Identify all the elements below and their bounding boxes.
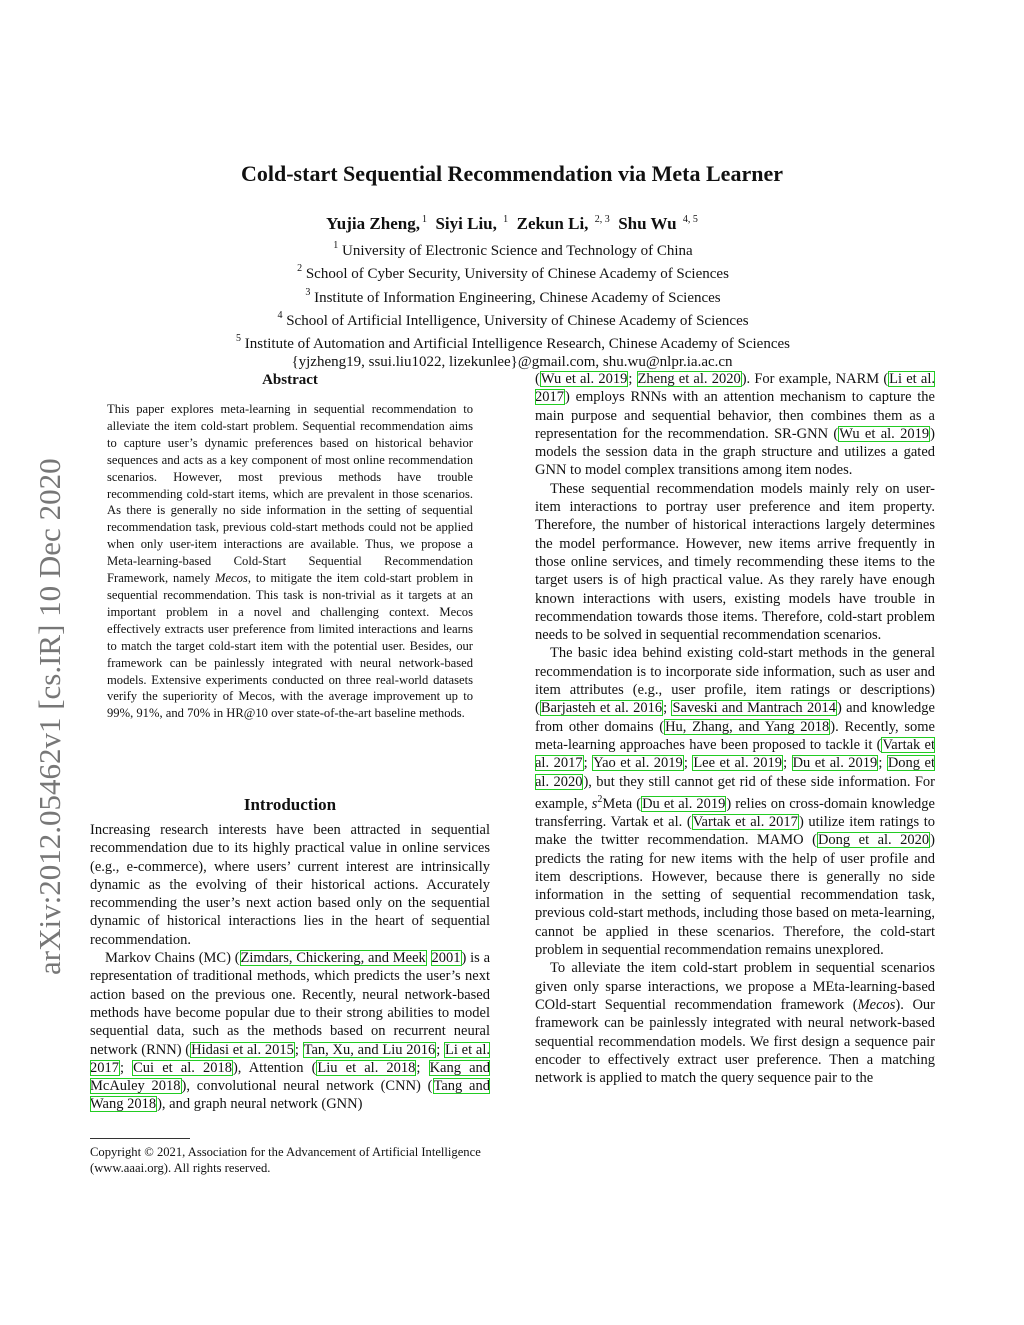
affiliation-mark: 3 bbox=[305, 286, 311, 298]
body-paragraph: To alleviate the item cold-start problem in sequential scenarios given only sparse interactions, we propose a MEta-learning-based COld-start Sequential recommendation framework (Mecos). Our framework can be painlessly integrated with neural network-based sequential recommendation models. We first design a sequence pair encoder to effectively extract user preference. Then a matching network is applied to match the query sequence pair to the bbox=[535, 960, 935, 1087]
citation-link[interactable]: Yao et al. 2019 bbox=[593, 755, 683, 772]
affiliation-text: School of Artificial Intelligence, University of Chinese Academy of Sciences bbox=[286, 312, 749, 329]
body-paragraph: Markov Chains (MC) (Zimdars, Chickering, and Meek 2001) is a representation of traditional methods, which predicts the user’s next action based on the previous one. Recently, neural network-based methods have become popular due to their strong abilities to model sequential data, such as the methods based on recurrent neural network (RNN) (Hidasi et al. 2015; Tan, Xu, and Liu 2016; Li et al. 2017; Cui et al. 2018), Attention (Liu et al. 2018; Kang and McAuley 2018), convolutional neural network (CNN) (Tang and Wang 2018), and graph neural network (GNN) bbox=[90, 950, 491, 1113]
author-affiliation-mark: 1 bbox=[503, 214, 509, 225]
author-affiliation-mark: 2, 3 bbox=[594, 214, 610, 225]
citation-link[interactable]: Wu et al. 2019 bbox=[839, 425, 930, 442]
affiliation-mark: 1 bbox=[333, 240, 339, 251]
affiliation-text: Institute of Automation and Artificial Intelligence Research, Chinese Academy of Sciences bbox=[244, 336, 790, 353]
body-paragraph: (Wu et al. 2019; Zheng et al. 2020). For example, NARM (Li et al. 2017) employs RNNs with an attention mechanism to capture the main purpose and sequential behavior, then combines them as a representation for the recommendation. SR-GNN (Wu et al. 2019) models the session data in the graph structure and utilizes a gated GNN to model complex transitions among item nodes. bbox=[535, 371, 935, 479]
citation-link[interactable]: Kang and McAuley 2018 bbox=[90, 1059, 491, 1095]
citation-link[interactable]: Vartak et al. 2017 bbox=[692, 813, 798, 830]
affiliation-text: University of Electronic Science and Technology of China bbox=[342, 243, 693, 259]
author-name: Siyi Liu, bbox=[435, 214, 497, 233]
author-affiliation-mark: 1 bbox=[421, 214, 427, 225]
citation-link[interactable]: Vartak et al. 2017 bbox=[535, 736, 935, 772]
affiliation-mark: 2 bbox=[297, 263, 303, 275]
citation-link[interactable]: Tan, Xu, and Liu 2016 bbox=[303, 1041, 436, 1058]
affiliation-mark: 4 bbox=[277, 309, 283, 321]
introduction-left-column bbox=[90, 821, 490, 1114]
citation-link[interactable]: Wu et al. 2019 bbox=[540, 371, 628, 387]
citation-link[interactable]: Du et al. 2019 bbox=[642, 795, 726, 812]
citation-link[interactable]: Dong et al. 2020 bbox=[535, 755, 935, 790]
citation-link[interactable]: Barjasteh et al. 2016 bbox=[540, 700, 663, 717]
affiliation bbox=[0, 284, 1024, 307]
citation-link[interactable]: Du et al. 2019 bbox=[792, 755, 878, 772]
citation-link[interactable]: Tang and Wang 2018 bbox=[90, 1078, 490, 1113]
affiliation bbox=[0, 307, 1024, 330]
author-list bbox=[0, 209, 1024, 235]
author-emails: {yjzheng19, ssui.liu1022, lizekunlee}@gmail.com, shu.wu@nlpr.ia.ac.cn bbox=[291, 354, 733, 371]
affiliation-mark: 5 bbox=[235, 333, 241, 345]
citation-link[interactable]: Li et al. 2017 bbox=[535, 371, 935, 406]
citation-link[interactable]: Liu et al. 2018 bbox=[317, 1059, 416, 1076]
introduction-right-column bbox=[535, 370, 935, 1087]
paper-title: Cold-start Sequential Recommendation via Meta Learner bbox=[241, 161, 783, 186]
citation-link[interactable]: Dong et al. 2020 bbox=[817, 832, 930, 849]
affiliation-text: School of Cyber Security, University of Chinese Academy of Sciences bbox=[305, 266, 729, 283]
body-paragraph: These sequential recommendation models mainly rely on user-item interactions to portray user preference and item property. Therefore, the number of historical interactions largely determines the model performance. However, new items arrive frequently in those online services, and timely recommending these items to the target users is of high practical value. As they rarely have enough known interactions with users, existing models have trouble in recommendation towards those items. Therefore, cold-start problem needs to be solved in sequential recommendation scenarios. bbox=[535, 480, 935, 644]
affiliation bbox=[0, 330, 1024, 353]
affiliation-text: Institute of Information Engineering, Chinese Academy of Sciences bbox=[314, 289, 721, 306]
citation-link[interactable]: Zheng et al. 2020 bbox=[637, 371, 741, 387]
abstract-paragraph: This paper explores meta-learning in sequential recommendation to alleviate the item cold-start problem. Sequential recommendation aims to capture user’s dynamic preferences based on historical behavior sequences and acts as a key component of most online recommendation scenarios. However, most previous methods have trouble recommending cold-start items, which are prevalent in those scenarios. As there is generally no side information in the setting of sequential recommendation task, previous cold-start methods could not be applied when only user-item interactions are available. Thus, we propose a Meta-learning-based Cold-Start Sequential Recommendation Framework, namely Mecos, to mitigate the item cold-start problem in sequential recommendation. This task is non-trivial as it targets at an important problem in a novel and challenging context. Mecos effectively extracts user preference from limited interactions and learns to match the target cold-start item with the potential user. Besides, our framework can be painlessly integrated with neural network-based models. Extensive experiments conducted on three real-world datasets verify the superiority of Mecos, with the average improvement up to 99%, 91%, and 70% in HR@10 over state-of-the-art baseline methods. bbox=[107, 402, 473, 721]
citation-link[interactable]: Lee et al. 2019 bbox=[693, 755, 783, 772]
footnote-rule bbox=[90, 1138, 190, 1139]
abstract-body bbox=[107, 401, 473, 722]
copyright-footnote: Copyright © 2021, Association for the Advancement of Artificial Intelligence (www.aaai.org). All rights reserved. bbox=[90, 1145, 481, 1176]
author-name: Yujia Zheng, bbox=[326, 214, 420, 233]
introduction-heading: Introduction bbox=[243, 795, 337, 814]
citation-link[interactable]: Saveski and Mantrach 2014 bbox=[672, 700, 836, 717]
affiliation-list bbox=[0, 237, 1024, 372]
citation-link[interactable]: 2001 bbox=[431, 950, 461, 967]
citation-link[interactable]: Li et al. 2017 bbox=[90, 1041, 490, 1076]
citation-link[interactable]: Zimdars, Chickering, and Meek bbox=[240, 950, 426, 967]
abstract-heading: Abstract bbox=[262, 372, 318, 388]
affiliation bbox=[0, 260, 1024, 283]
body-paragraph: The basic idea behind existing cold-start methods in the general recommendation is to incorporate side information, such as user and item attributes (e.g., user profile, item ratings or descriptions) (Barjasteh et al. 2016; Saveski and Mantrach 2014) and knowledge from other domains (Hu, Zhang, and Yang 2018). Recently, some meta-learning approaches have been proposed to tackle it (Vartak et al. 2017; Yao et al. 2019; Lee et al. 2019; Du et al. 2019; Dong et al. 2020), but they still cannot get rid of these side information. For example, $s^2Meta$ (Du et al. 2019) relies on cross-domain knowledge transferring. Vartak et al. (Vartak et al. 2017) utilize item ratings to make the twitter recommendation. MAMO (Dong et al. 2020) predicts the rating for new items with the help of user profile and item descriptions. However, because there is generally no side information in the setting of sequential recommendation task, previous cold-start methods, including those based on meta-learning, cannot be applied in these scenarios. Therefore, the cold-start problem in sequential recommendation remains unexplored. bbox=[535, 645, 935, 959]
author-affiliation-mark: 4, 5 bbox=[682, 214, 698, 225]
affiliation bbox=[0, 237, 1024, 260]
author-name: Zekun Li, bbox=[516, 214, 589, 233]
citation-link[interactable]: Hidasi et al. 2015 bbox=[191, 1041, 294, 1058]
citation-link[interactable]: Cui et al. 2018 bbox=[133, 1059, 232, 1076]
citation-link[interactable]: Hu, Zhang, and Yang 2018 bbox=[665, 718, 830, 735]
body-paragraph: Increasing research interests have been attracted in sequential recommendation due to its highly practical value in online services (e.g., e-commerce), where users’ current interest are intrinsically dynamic as the evolving of their historical actions. Accurately recommending the user’s next action based only on the sequential dynamic of historical interactions lies in the heart of sequential recommendation. bbox=[90, 822, 490, 948]
arxiv-identifier[interactable]: arXiv:2012.05462v1 [cs.IR] 10 Dec 2020 bbox=[32, 458, 67, 975]
author-name: Shu Wu bbox=[618, 214, 677, 233]
